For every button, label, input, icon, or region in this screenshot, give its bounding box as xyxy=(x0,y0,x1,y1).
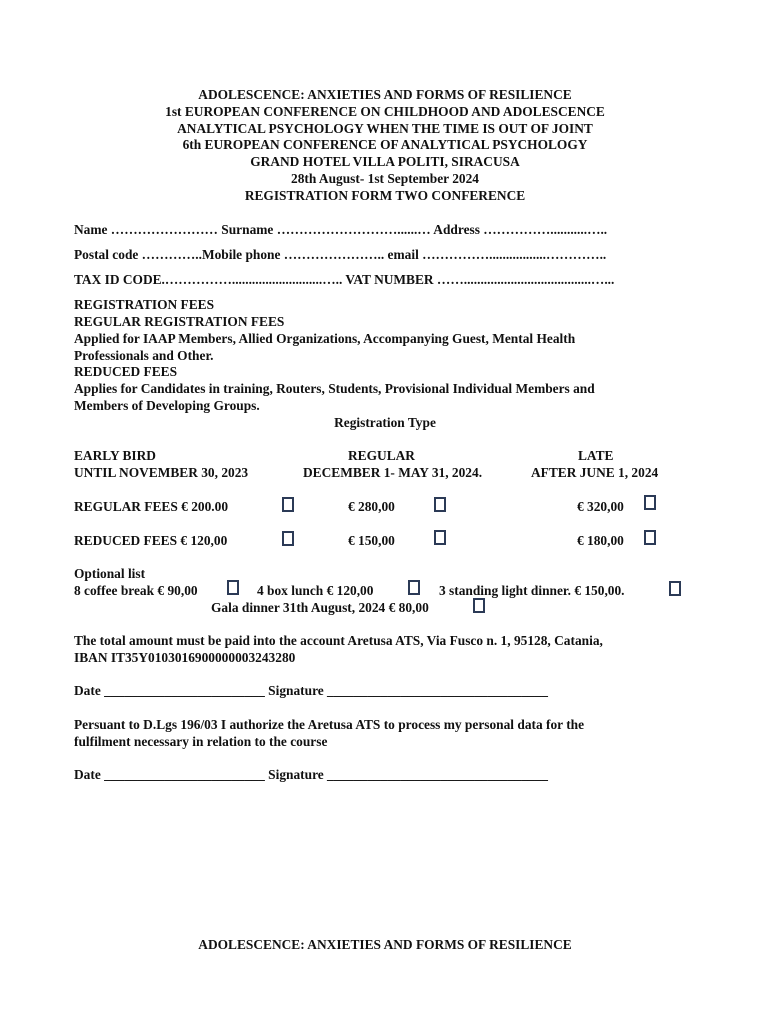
iban: IBAN IT35Y0103016900000003243280 xyxy=(74,650,296,665)
registration-type-label: Registration Type xyxy=(334,415,436,430)
regular-fees-desc-1: Applied for IAAP Members, Allied Organizations, Accompanying Guest, Mental Health xyxy=(74,331,576,346)
regular-period-date: DECEMBER 1- MAY 31, 2024. xyxy=(303,465,483,480)
regular-fee-early: REGULAR FEES € 200.00 xyxy=(74,499,229,514)
optional-list-title: Optional list xyxy=(74,566,146,581)
date-signature-field-1[interactable]: Date ________________________ Signature _________________________________ xyxy=(74,683,549,698)
light-dinner-option: 3 standing light dinner. € 150,00. xyxy=(439,583,625,598)
late-period-label: LATE xyxy=(578,448,614,463)
header-line-1: ADOLESCENCE: ANXIETIES AND FORMS OF RESILIENCE xyxy=(198,87,572,102)
registration-fees-heading: REGISTRATION FEES xyxy=(74,297,215,312)
reduced-fee-early: REDUCED FEES € 120,00 xyxy=(74,533,228,548)
consent-line-1: Persuant to D.Lgs 196/03 I authorize the Aretusa ATS to process my personal data for the xyxy=(74,717,585,732)
tax-id-vat-field[interactable]: TAX ID CODE.……………...........................….. VAT NUMBER ……......................................…... xyxy=(74,272,615,287)
regular-early-checkbox[interactable] xyxy=(282,497,294,512)
footer-title: ADOLESCENCE: ANXIETIES AND FORMS OF RESILIENCE xyxy=(198,937,572,952)
header-line-6: 28th August- 1st September 2024 xyxy=(291,171,479,186)
late-period-date: AFTER JUNE 1, 2024 xyxy=(531,465,659,480)
reduced-fee-late: € 180,00 xyxy=(577,533,624,548)
reduced-early-checkbox[interactable] xyxy=(282,531,294,546)
early-bird-date: UNTIL NOVEMBER 30, 2023 xyxy=(74,465,249,480)
light-dinner-checkbox[interactable] xyxy=(669,581,681,596)
early-bird-label: EARLY BIRD xyxy=(74,448,156,463)
header-line-5: GRAND HOTEL VILLA POLITI, SIRACUSA xyxy=(250,154,520,169)
coffee-break-checkbox[interactable] xyxy=(227,580,239,595)
consent-line-2: fulfilment necessary in relation to the course xyxy=(74,734,328,749)
coffee-break-option: 8 coffee break € 90,00 xyxy=(74,583,198,598)
reduced-regular-checkbox[interactable] xyxy=(434,530,446,545)
gala-dinner-checkbox[interactable] xyxy=(473,598,485,613)
box-lunch-option: 4 box lunch € 120,00 xyxy=(257,583,374,598)
postal-mobile-email-field[interactable]: Postal code …………..Mobile phone ………………….. email …………….................………….. xyxy=(74,247,607,262)
regular-fee-late: € 320,00 xyxy=(577,499,624,514)
box-lunch-checkbox[interactable] xyxy=(408,580,420,595)
header-line-2: 1st EUROPEAN CONFERENCE ON CHILDHOOD AND ADOLESCENCE xyxy=(165,104,605,119)
reduced-fee-regular: € 150,00 xyxy=(348,533,395,548)
regular-late-checkbox[interactable] xyxy=(644,495,656,510)
header-line-3: ANALYTICAL PSYCHOLOGY WHEN THE TIME IS OUT OF JOINT xyxy=(177,121,593,136)
gala-dinner-option: Gala dinner 31th August, 2024 € 80,00 xyxy=(211,600,429,615)
regular-fee-regular: € 280,00 xyxy=(348,499,395,514)
regular-period-label: REGULAR xyxy=(348,448,415,463)
reduced-late-checkbox[interactable] xyxy=(644,530,656,545)
regular-fees-heading: REGULAR REGISTRATION FEES xyxy=(74,314,285,329)
reduced-fees-heading: REDUCED FEES xyxy=(74,364,178,379)
header-line-4: 6th EUROPEAN CONFERENCE OF ANALYTICAL PSYCHOLOGY xyxy=(182,137,588,152)
regular-fees-desc-2: Professionals and Other. xyxy=(74,348,214,363)
payment-info-line-1: The total amount must be paid into the account Aretusa ATS, Via Fusco n. 1, 95128, Catania, xyxy=(74,633,603,648)
date-signature-field-2[interactable]: Date ________________________ Signature _________________________________ xyxy=(74,767,549,782)
form-title: REGISTRATION FORM TWO CONFERENCE xyxy=(244,188,526,203)
name-surname-address-field[interactable]: Name …………………… Surname ………………………......… Address ……………...........….. xyxy=(74,222,608,237)
regular-regular-checkbox[interactable] xyxy=(434,497,446,512)
reduced-fees-desc-2: Members of Developing Groups. xyxy=(74,398,260,413)
reduced-fees-desc-1: Applies for Candidates in training, Routers, Students, Provisional Individual Members and xyxy=(74,381,595,396)
